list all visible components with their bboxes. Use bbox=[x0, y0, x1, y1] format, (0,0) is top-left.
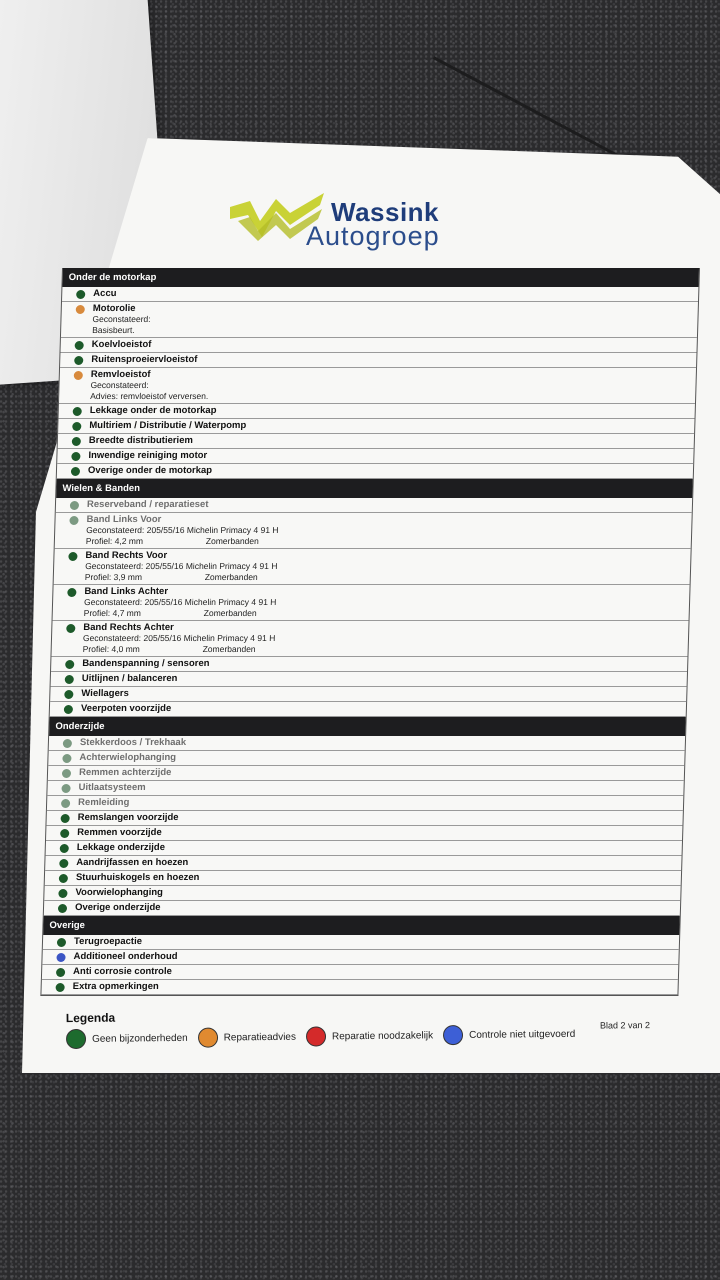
checklist-item-label: Band Rechts Voor bbox=[85, 550, 168, 561]
checklist-item-label: Ruitensproeiervloeistof bbox=[91, 354, 198, 365]
checklist-item-label: Lekkage onder de motorkap bbox=[89, 405, 217, 416]
checklist-row bbox=[48, 751, 684, 766]
checklist-item bbox=[88, 450, 207, 461]
section-header: Onderzijde bbox=[49, 717, 686, 736]
checklist-item-label: Inwendige reiniging motor bbox=[88, 450, 208, 461]
checklist-item-label: Veerpoten voorzijde bbox=[80, 703, 172, 714]
checklist-row bbox=[49, 736, 685, 751]
tire-spec: Geconstateerd: 205/55/16 Michelin Primacy 4 91 H bbox=[86, 525, 279, 535]
checklist-item-label: Motorolie bbox=[92, 303, 136, 314]
legend-items bbox=[66, 1024, 585, 1049]
status-dot-icon bbox=[74, 371, 83, 380]
status-dot-icon bbox=[64, 690, 73, 699]
checklist-row bbox=[42, 965, 678, 980]
checklist-item-label: Uitlaatsysteem bbox=[78, 782, 146, 793]
checklist-item bbox=[76, 857, 188, 868]
checklist-item bbox=[91, 354, 197, 365]
status-dot-icon bbox=[76, 290, 85, 299]
checklist-item-label: Uitlijnen / balanceren bbox=[81, 673, 178, 684]
tire-profile-line bbox=[85, 572, 278, 583]
checklist-item bbox=[81, 703, 172, 714]
status-dot-icon bbox=[72, 437, 81, 446]
tire-profile-line bbox=[83, 644, 276, 655]
legend-item-label: Reparatieadvies bbox=[223, 1031, 296, 1043]
status-dot-icon bbox=[61, 814, 70, 823]
tire-profile: Profiel: 4,0 mm bbox=[82, 644, 140, 654]
tire-type: Zomerbanden bbox=[205, 536, 259, 546]
legend-item bbox=[198, 1027, 296, 1048]
checklist-item bbox=[86, 514, 279, 547]
checklist-item-detail: Geconstateerd: bbox=[92, 314, 151, 324]
checklist-item bbox=[73, 981, 159, 992]
checklist-item bbox=[90, 369, 209, 402]
checklist-item-detail: Advies: remvloeistof verversen. bbox=[90, 391, 209, 401]
checklist-item-label: Band Rechts Achter bbox=[83, 622, 174, 633]
checklist-row bbox=[44, 901, 680, 916]
checklist-item bbox=[78, 797, 130, 808]
legend-item-label: Controle niet uitgevoerd bbox=[469, 1028, 576, 1041]
checklist-row bbox=[59, 368, 696, 404]
checklist-row bbox=[54, 549, 691, 585]
legend-item bbox=[443, 1024, 575, 1045]
status-dot-icon bbox=[70, 501, 79, 510]
status-dot-icon bbox=[68, 552, 77, 561]
legend-item-label: Reparatie noodzakelijk bbox=[331, 1029, 434, 1042]
status-dot-icon bbox=[62, 754, 71, 763]
checklist-item bbox=[89, 435, 193, 446]
checklist-item-label: Koelvloeistof bbox=[91, 339, 152, 350]
status-dot-icon bbox=[69, 516, 78, 525]
checklist-item-label: Bandenspanning / sensoren bbox=[82, 658, 210, 669]
status-dot-icon bbox=[72, 422, 81, 431]
checklist-item-label: Aandrijfassen en hoezen bbox=[76, 857, 189, 868]
checklist-item bbox=[78, 782, 145, 793]
inspection-checklist-table bbox=[40, 268, 700, 996]
checklist-item-label: Terugroepactie bbox=[73, 936, 143, 947]
checklist-item-label: Stuurhuiskogels en hoezen bbox=[75, 872, 200, 883]
legend-dot-icon bbox=[306, 1026, 326, 1046]
checklist-item-label: Stekkerdoos / Trekhaak bbox=[79, 737, 187, 748]
status-dot-icon bbox=[76, 305, 85, 314]
checklist-item bbox=[75, 887, 163, 898]
status-dot-icon bbox=[65, 675, 74, 684]
checklist-item bbox=[79, 767, 172, 778]
checklist-row bbox=[47, 781, 683, 796]
checklist-item-label: Overige onderzijde bbox=[74, 902, 161, 913]
checklist-row bbox=[51, 672, 687, 687]
checklist-item bbox=[76, 872, 200, 883]
legend-dot-icon bbox=[66, 1029, 86, 1049]
legend-dot-icon bbox=[443, 1025, 463, 1045]
checklist-item bbox=[74, 936, 142, 947]
status-dot-icon bbox=[61, 784, 70, 793]
checklist-row bbox=[45, 856, 681, 871]
status-dot-icon bbox=[59, 859, 68, 868]
checklist-item bbox=[92, 339, 152, 350]
status-dot-icon bbox=[73, 407, 82, 416]
checklist-item bbox=[89, 420, 246, 431]
checklist-item bbox=[82, 658, 210, 669]
status-dot-icon bbox=[56, 968, 65, 977]
status-dot-icon bbox=[60, 844, 69, 853]
checklist-row bbox=[50, 687, 686, 702]
status-dot-icon bbox=[63, 739, 72, 748]
status-dot-icon bbox=[56, 983, 65, 992]
checklist-item-label: Remleiding bbox=[77, 797, 130, 808]
checklist-item-label: Achterwielophanging bbox=[79, 752, 177, 763]
checklist-row bbox=[46, 841, 682, 856]
page-number: Blad 2 van 2 bbox=[599, 1020, 651, 1031]
checklist-row bbox=[51, 657, 687, 672]
checklist-row bbox=[43, 935, 679, 950]
checklist-item-label: Additioneel onderhoud bbox=[73, 951, 178, 962]
checklist-row bbox=[60, 353, 696, 368]
checklist-item-label: Band Links Voor bbox=[86, 514, 162, 525]
checklist-row bbox=[47, 796, 683, 811]
status-dot-icon bbox=[65, 660, 74, 669]
checklist-item-label: Remvloeistof bbox=[90, 369, 151, 380]
checklist-item bbox=[79, 752, 176, 763]
tire-type: Zomerbanden bbox=[203, 608, 257, 618]
checklist-row bbox=[46, 811, 682, 826]
checklist-item-label: Wiellagers bbox=[81, 688, 129, 699]
checklist-row bbox=[45, 871, 681, 886]
checklist-item-label: Reserveband / reparatieset bbox=[86, 499, 209, 510]
checklist-row bbox=[48, 766, 684, 781]
checklist-item-label: Multiriem / Distributie / Waterpomp bbox=[89, 420, 247, 431]
legend-item-label: Geen bijzonderheden bbox=[91, 1032, 188, 1045]
status-dot-icon bbox=[74, 356, 83, 365]
checklist-row bbox=[60, 338, 696, 353]
checklist-item bbox=[85, 550, 278, 583]
checklist-row bbox=[58, 419, 694, 434]
checklist-row bbox=[57, 464, 693, 479]
checklist-row bbox=[57, 449, 693, 464]
checklist-row bbox=[59, 404, 695, 419]
checklist-row bbox=[41, 980, 677, 995]
checklist-item bbox=[90, 405, 217, 416]
status-dot-icon bbox=[64, 705, 73, 714]
status-dot-icon bbox=[56, 953, 65, 962]
checklist-item bbox=[77, 842, 165, 853]
checklist-item-detail: Basisbeurt. bbox=[92, 325, 135, 335]
checklist-item bbox=[83, 622, 276, 655]
checklist-item bbox=[80, 737, 186, 748]
checklist-item-label: Overige onder de motorkap bbox=[87, 465, 213, 476]
status-dot-icon bbox=[57, 938, 66, 947]
tire-profile: Profiel: 4,7 mm bbox=[83, 608, 142, 618]
checklist-item bbox=[77, 827, 162, 838]
logo-text-autogroep: Autogroep bbox=[306, 221, 440, 251]
status-dot-icon bbox=[67, 588, 76, 597]
status-dot-icon bbox=[71, 452, 80, 461]
checklist-item bbox=[73, 951, 177, 962]
checklist-item-label: Remmen voorzijde bbox=[77, 827, 162, 838]
checklist-item-detail: Geconstateerd: bbox=[90, 380, 149, 390]
tire-profile: Profiel: 3,9 mm bbox=[84, 572, 143, 582]
checklist-item bbox=[82, 673, 178, 684]
checklist-row bbox=[55, 513, 692, 549]
checklist-row bbox=[53, 585, 690, 621]
status-dot-icon bbox=[59, 874, 68, 883]
checklist-row bbox=[58, 434, 694, 449]
checklist-item bbox=[75, 902, 161, 913]
section-header: Onder de motorkap bbox=[62, 268, 699, 287]
legend-item bbox=[306, 1025, 433, 1046]
checklist-item bbox=[93, 288, 117, 299]
checklist-item-label: Remslangen voorzijde bbox=[77, 812, 179, 823]
checklist-item bbox=[92, 303, 151, 336]
company-logo bbox=[228, 185, 548, 260]
legend-title: Legenda bbox=[65, 1010, 116, 1026]
status-dot-icon bbox=[61, 799, 70, 808]
legend bbox=[66, 1005, 666, 1061]
status-dot-icon bbox=[60, 829, 69, 838]
checklist-item bbox=[78, 812, 179, 823]
status-dot-icon bbox=[58, 904, 67, 913]
checklist-row bbox=[44, 886, 680, 901]
checklist-item bbox=[81, 688, 129, 699]
legend-item bbox=[66, 1028, 188, 1049]
checklist-item-label: Remmen achterzijde bbox=[78, 767, 172, 778]
status-dot-icon bbox=[66, 624, 75, 633]
legend-dot-icon bbox=[198, 1028, 218, 1048]
tire-spec: Geconstateerd: 205/55/16 Michelin Primacy 4 91 H bbox=[83, 597, 277, 607]
status-dot-icon bbox=[71, 467, 80, 476]
logo-text-wassink: Wassink bbox=[331, 197, 440, 227]
checklist-item-label: Band Links Achter bbox=[84, 586, 169, 597]
tire-profile: Profiel: 4,2 mm bbox=[85, 536, 144, 546]
checklist-row bbox=[62, 287, 698, 302]
tire-profile-line bbox=[86, 536, 279, 547]
checklist-item bbox=[87, 499, 209, 510]
status-dot-icon bbox=[75, 341, 84, 350]
checklist-item bbox=[84, 586, 277, 619]
checklist-row bbox=[51, 621, 688, 657]
checklist-item bbox=[73, 966, 172, 977]
tire-spec: Geconstateerd: 205/55/16 Michelin Primacy 4 91 H bbox=[82, 633, 276, 643]
checklist-item-label: Anti corrosie controle bbox=[72, 966, 173, 977]
checklist-row bbox=[50, 702, 686, 717]
checklist-item-label: Lekkage onderzijde bbox=[76, 842, 166, 853]
section-header: Overige bbox=[43, 916, 680, 935]
tire-profile-line bbox=[84, 608, 277, 619]
checklist-row bbox=[56, 498, 692, 513]
checklist-item-label: Extra opmerkingen bbox=[72, 981, 159, 992]
checklist-row bbox=[46, 826, 682, 841]
tire-type: Zomerbanden bbox=[204, 572, 258, 582]
checklist-item-label: Accu bbox=[93, 288, 117, 299]
tire-spec: Geconstateerd: 205/55/16 Michelin Primacy 4 91 H bbox=[85, 561, 278, 571]
checklist-item-label: Breedte distributieriem bbox=[88, 435, 194, 446]
section-header: Wielen & Banden bbox=[56, 479, 693, 498]
checklist-item-label: Voorwielophanging bbox=[75, 887, 164, 898]
checklist-item bbox=[88, 465, 212, 476]
status-dot-icon bbox=[58, 889, 67, 898]
checklist-row bbox=[42, 950, 678, 965]
tire-type: Zomerbanden bbox=[202, 644, 256, 654]
checklist-row bbox=[61, 302, 698, 338]
status-dot-icon bbox=[62, 769, 71, 778]
